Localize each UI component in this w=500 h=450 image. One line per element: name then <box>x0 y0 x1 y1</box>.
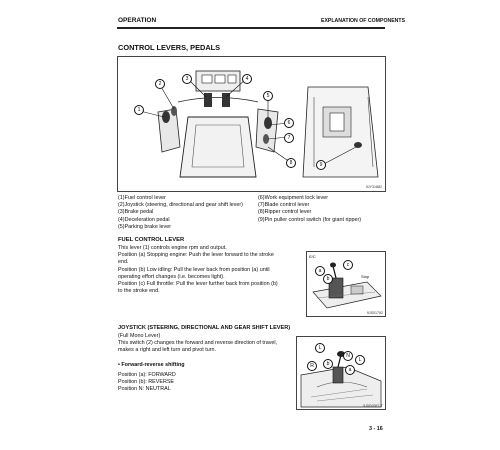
joy-callout-R: R <box>307 361 317 371</box>
joystick-subheading-text: Forward-reverse shifting <box>121 362 185 368</box>
callout-4: 4 <box>242 74 252 84</box>
header-rule <box>117 27 385 29</box>
legend-item: (1)Fuel control lever <box>118 195 166 201</box>
callout-6: 6 <box>284 118 294 128</box>
legend-item: (2)Joystick (steering, directional and gear shift lever) <box>118 202 243 209</box>
position-item: Position (b): REVERSE <box>118 379 175 386</box>
control-levers-figure <box>117 56 386 192</box>
page-number: 3 - 16 <box>369 426 383 432</box>
callout-7: 7 <box>284 133 294 143</box>
callout-3: 3 <box>182 74 192 84</box>
joy-callout-a: a <box>345 365 355 375</box>
callout-5: 5 <box>263 91 273 101</box>
fuel-line: This lever (1) controls engine rpm and output. <box>118 245 227 251</box>
fuel-lever-figure <box>306 251 386 317</box>
figure-code: 9JY31882 <box>365 185 382 189</box>
legend-item: (6)Work equipment lock lever <box>258 195 329 201</box>
callout-9: 9 <box>316 160 326 170</box>
joystick-line: (Full Mono Lever) <box>118 333 161 339</box>
joy-callout-b: b <box>323 359 333 369</box>
joy-callout-N: N <box>343 351 353 361</box>
bullet-icon: • <box>118 362 122 368</box>
section-title: CONTROL LEVERS, PEDALS <box>118 43 221 52</box>
fuel-callout-b: b <box>323 274 333 284</box>
joystick-line: This switch (2) changes the forward and reverse direction of travel, <box>118 340 278 347</box>
fuel-text <box>118 245 278 295</box>
legend-item: (8)Ripper control lever <box>258 209 312 216</box>
position-item: Position (a): FORWARD <box>118 372 176 378</box>
fuel-line: Position (c) Full throttle: Pull the lever further back from position (b) <box>118 281 278 288</box>
joystick-subheading <box>118 362 185 369</box>
fuel-figure-code: 9JS01792 <box>366 311 383 315</box>
header-left: OPERATION <box>118 17 157 24</box>
fuel-callout-c: c <box>343 260 353 270</box>
legend-item: (7)Blade control lever <box>258 202 310 209</box>
position-item: Position N: NEUTRAL <box>118 386 171 393</box>
legend-item: (4)Deceleration pedal <box>118 216 170 223</box>
fuel-tag-stop: Stop <box>361 274 370 279</box>
fuel-line: to the stroke end. <box>118 288 160 295</box>
fuel-callout-a: a <box>315 266 325 276</box>
joy-callout-L-top: L <box>315 343 325 353</box>
fuel-title: FUEL CONTROL LEVER <box>118 237 185 243</box>
header-right: EXPLANATION OF COMPONENTS <box>321 18 406 24</box>
legend-item: (3)Brake pedal <box>118 209 154 216</box>
fuel-line: Position (b) Low idling: Pull the lever back from position (a) until <box>118 266 270 273</box>
legend-right <box>258 195 386 224</box>
fuel-line: operating effort changes (i.e. becomes light). <box>118 273 225 280</box>
fuel-line: end. <box>118 259 129 266</box>
legend-left <box>118 195 258 231</box>
joystick-illustration <box>297 337 385 409</box>
callout-2: 2 <box>155 79 165 89</box>
joystick-line: makes a right and left turn and pivot turn. <box>118 347 216 354</box>
fuel-line: Position (a) Stopping engine: Push the lever forward to the stroke <box>118 252 274 259</box>
callout-1: 1 <box>134 105 144 115</box>
joystick-positions <box>118 372 238 394</box>
joystick-title: JOYSTICK (STEERING, DIRECTIONAL AND GEAR SHIFT LEVER) <box>118 325 291 331</box>
joystick-figure-code: 9J0D93E1 T <box>363 404 383 408</box>
joystick-text <box>118 333 283 355</box>
joystick-figure <box>296 336 386 410</box>
fuel-tag-ec: E/C <box>309 254 316 259</box>
legend-item: (5)Parking brake lever <box>118 223 172 230</box>
legend-item: (9)Pin puller control switch (for giant ripper) <box>258 216 362 223</box>
joy-callout-L: L <box>355 355 365 365</box>
callout-8: 8 <box>286 158 296 168</box>
